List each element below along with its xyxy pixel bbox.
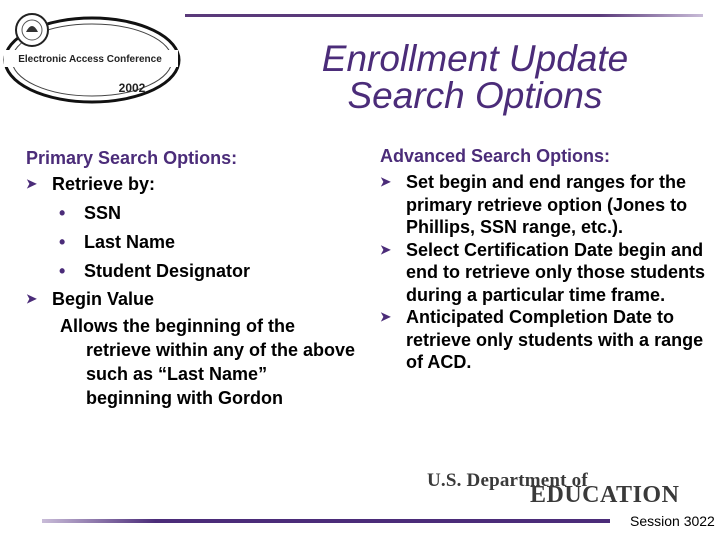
- sub-item: [26, 260, 356, 282]
- session-label: Session 3022: [630, 513, 715, 529]
- sub-item-label: Student Designator: [84, 261, 251, 281]
- top-divider-line: [185, 14, 703, 17]
- slide-title: [290, 40, 660, 114]
- dot-bullet-icon: •: [59, 203, 66, 223]
- sub-item-label: SSN: [84, 203, 122, 223]
- dot-bullet-icon: •: [59, 232, 66, 252]
- primary-options-column: [26, 148, 356, 410]
- item-label: Retrieve by:: [52, 174, 156, 194]
- list-item: [26, 173, 356, 195]
- sub-item-label: Last Name: [84, 232, 176, 252]
- conference-logo: [2, 10, 187, 105]
- department-name: U.S. Department of: [427, 470, 588, 491]
- arrow-bullet-icon: ➤: [380, 309, 391, 324]
- education-wordmark: EDUCATION: [530, 482, 680, 508]
- list-item: [380, 239, 715, 307]
- arrow-bullet-icon: ➤: [380, 241, 391, 257]
- list-item: [26, 288, 356, 310]
- item-label: Set begin and end ranges for the primary retrieve option (Jones to Phillips, SSN range, etc.).: [406, 172, 688, 237]
- sub-item: [26, 231, 356, 253]
- logo-year: 2002: [118, 81, 146, 95]
- item-label: Begin Value: [52, 289, 155, 309]
- list-item: [380, 306, 715, 374]
- title-line-2: Search Options: [347, 75, 603, 116]
- arrow-bullet-icon: ➤: [26, 291, 37, 306]
- bottom-divider-line: [42, 519, 610, 523]
- title-line-1: Enrollment Update: [321, 38, 629, 79]
- sub-item: [26, 202, 356, 224]
- arrow-bullet-icon: ➤: [26, 176, 37, 191]
- advanced-options-column: [380, 146, 715, 374]
- description-paragraph: Allows the beginning of the retrieve within any of the above such as “Last Name” beginning with Gordon: [60, 316, 356, 408]
- advanced-heading: Advanced Search Options:: [380, 146, 611, 166]
- arrow-bullet-icon: ➤: [380, 174, 391, 189]
- logo-text: Electronic Access Conference: [18, 54, 162, 65]
- dot-bullet-icon: •: [59, 261, 66, 281]
- primary-heading: Primary Search Options:: [26, 148, 238, 168]
- item-label: Select Certification Date begin and end to retrieve only those students during a particular time frame.: [406, 239, 706, 305]
- list-item: [380, 171, 715, 239]
- item-label: Anticipated Completion Date to retrieve only students with a range of ACD.: [406, 307, 704, 372]
